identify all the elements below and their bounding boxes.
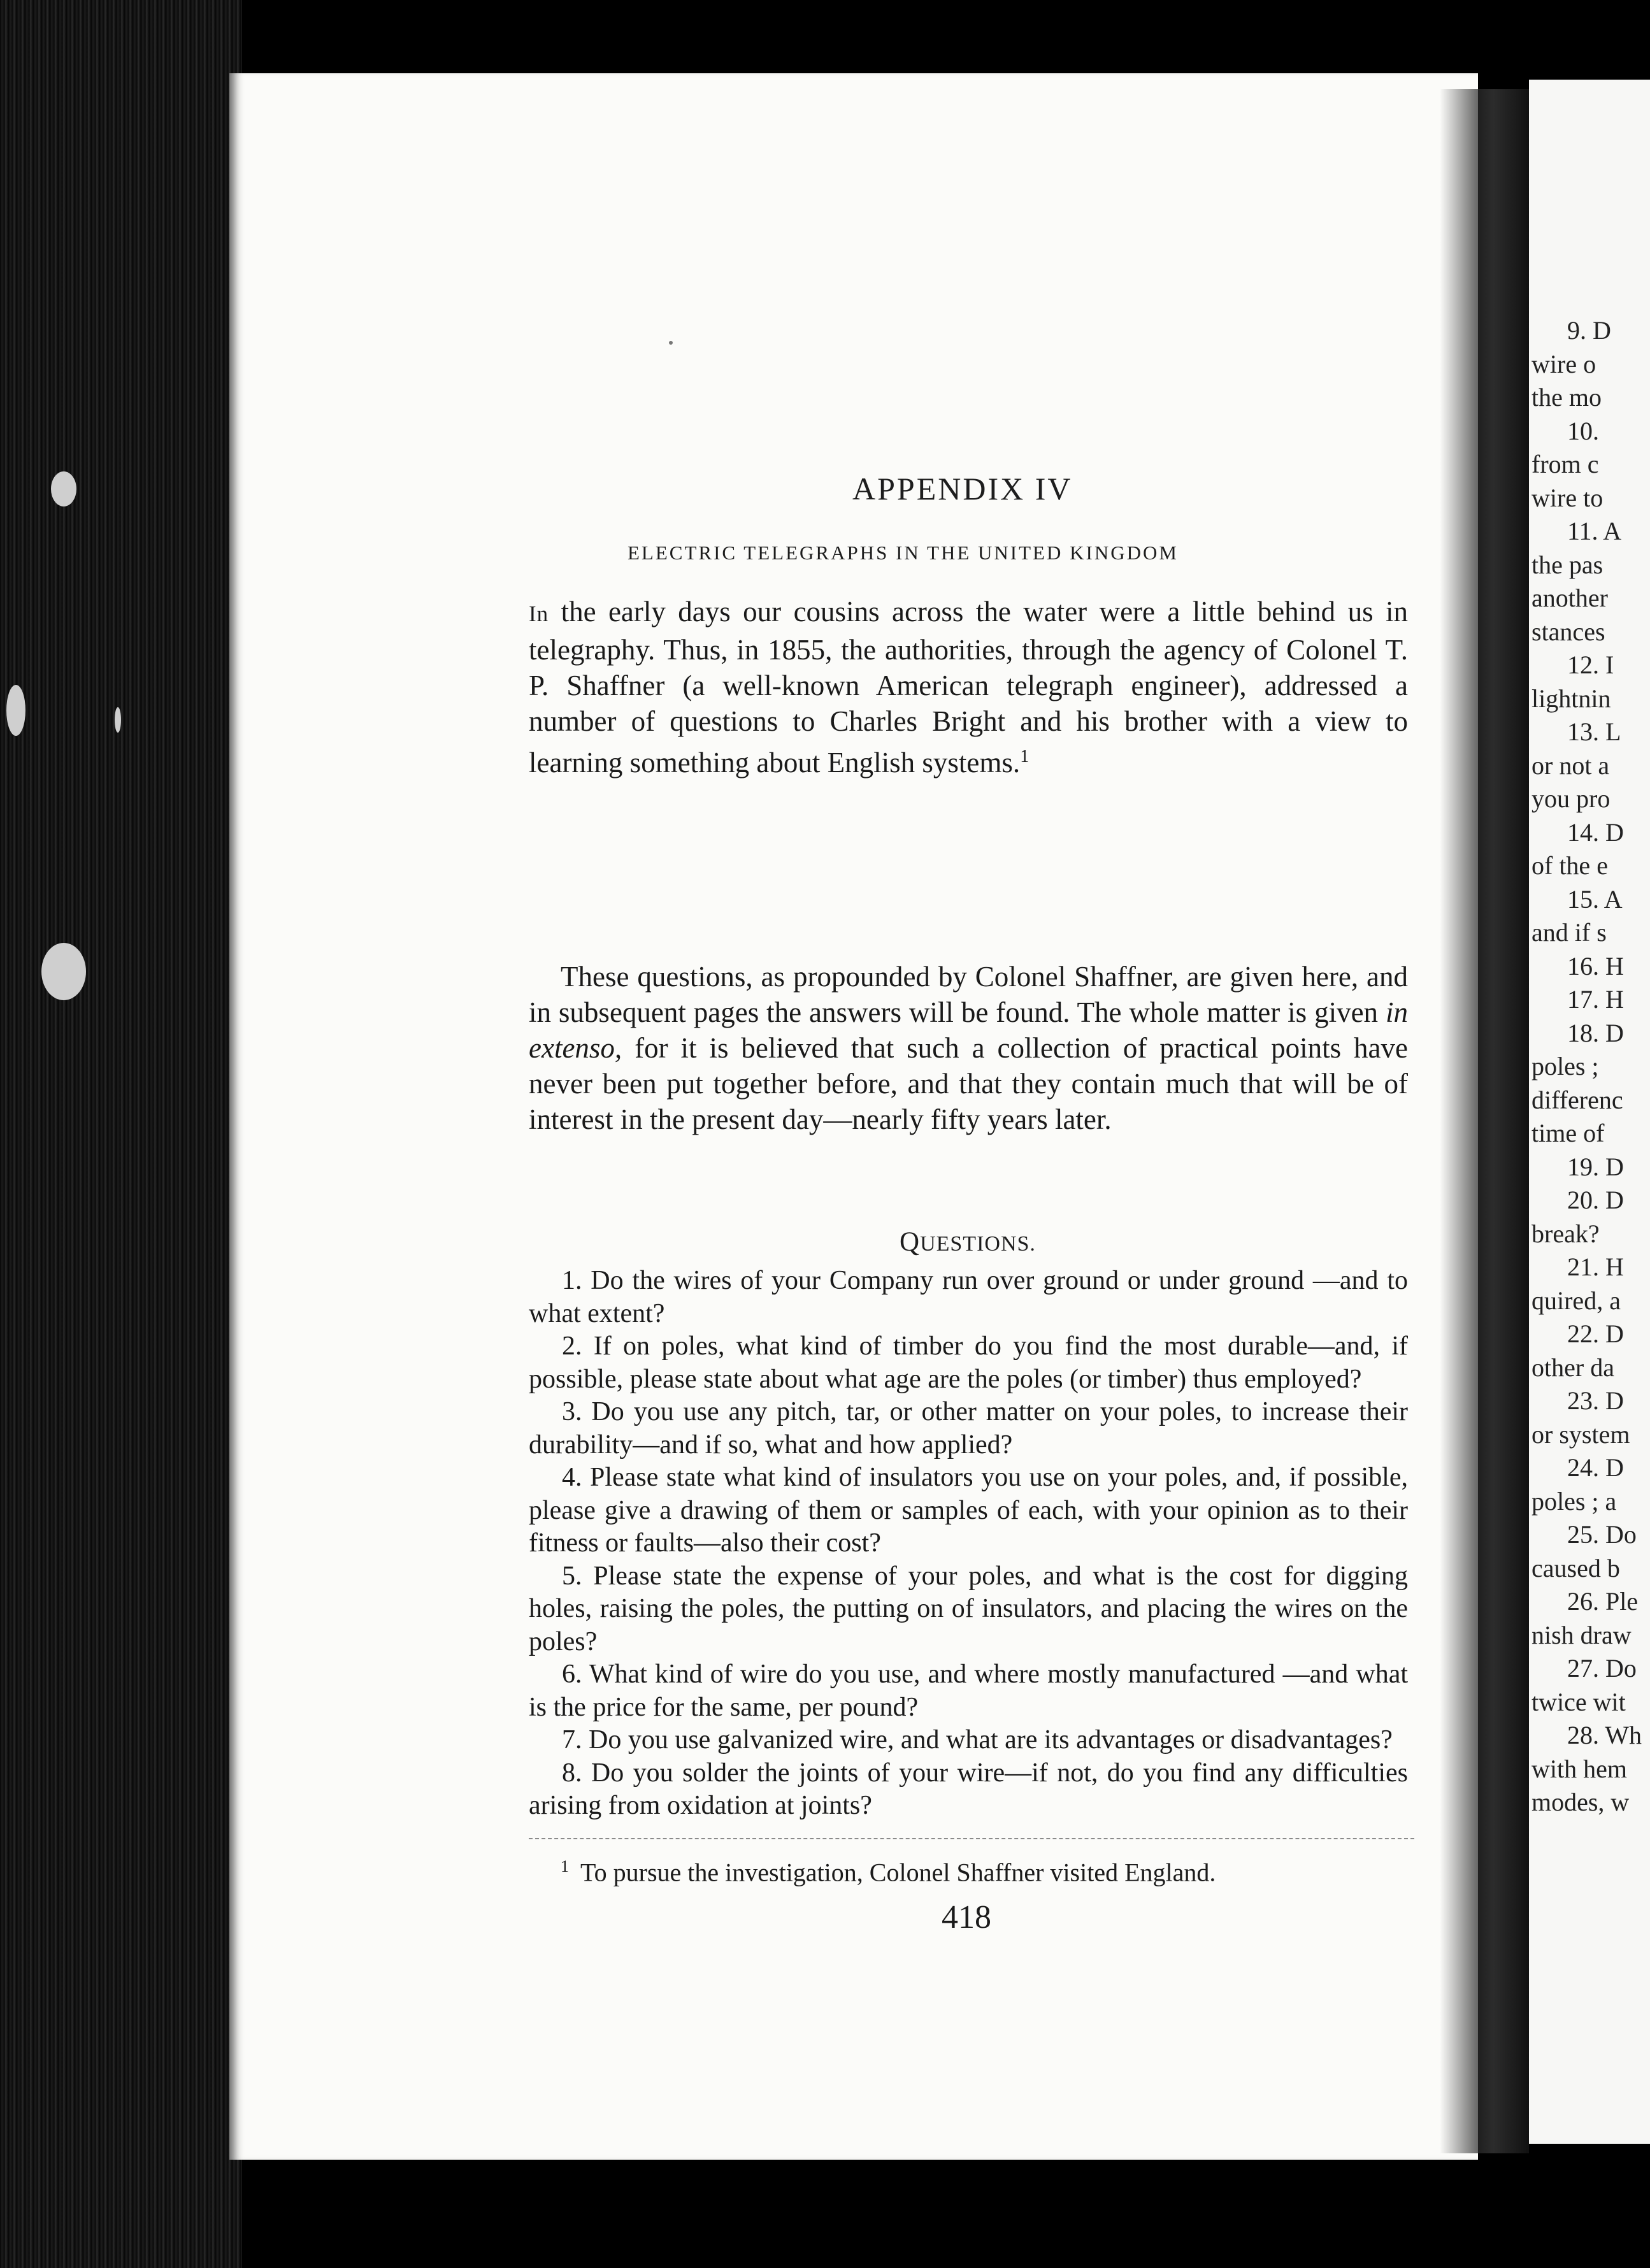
footnote-text: To pursue the investigation, Colonel Shaffner visited England. — [580, 1858, 1216, 1887]
facing-page-fragment: you pro — [1532, 784, 1611, 813]
facing-page-fragment: other da — [1532, 1353, 1614, 1382]
facing-page-fragment: 24. D — [1567, 1453, 1624, 1482]
facing-page-fragment: break? — [1532, 1219, 1600, 1248]
scan-speck — [6, 685, 25, 736]
facing-page-fragment: 14. D — [1567, 817, 1624, 847]
facing-page-fragment: from c — [1532, 450, 1599, 478]
question-item: 3. Do you use any pitch, tar, or other matter on your poles, to increase their durability—and if so, what and how applied? — [529, 1397, 1408, 1460]
facing-page-fragment: 10. — [1567, 416, 1599, 445]
facing-page-fragment: 16. H — [1567, 951, 1624, 980]
question-item: 1. Do the wires of your Company run over ground or under ground —and to what extent? — [529, 1266, 1408, 1328]
facing-page-fragment: quired, a — [1532, 1286, 1621, 1315]
facing-page-fragment: modes, w — [1532, 1788, 1630, 1816]
facing-page-fragment: lightnin — [1532, 684, 1611, 713]
facing-page-fragment: 9. D — [1567, 316, 1611, 345]
facing-page-fragment: 23. D — [1567, 1386, 1624, 1415]
facing-page-fragment: twice wit — [1532, 1687, 1626, 1716]
intro-first-word: In — [529, 601, 549, 626]
facing-page-strip — [1529, 80, 1650, 2144]
facing-page-fragment: of the e — [1532, 851, 1608, 880]
question-item: 6. What kind of wire do you use, and where mostly manufactured —and what is the price for the same, per pound? — [529, 1660, 1408, 1722]
facing-page-fragment: with hem — [1532, 1754, 1627, 1783]
facing-page-fragment: the mo — [1532, 383, 1602, 412]
intro-paragraph — [529, 594, 1408, 780]
facing-page-fragment: 12. I — [1567, 650, 1614, 679]
para2-start: These questions, as propounded by Colonel Shaffner, are given here, and in subsequent pages the answers will be found. The whole matter is given — [529, 961, 1408, 1028]
facing-page-fragment: 22. D — [1567, 1319, 1624, 1348]
facing-page-fragment: time of — [1532, 1119, 1605, 1147]
question-item: 7. Do you use galvanized wire, and what are its advantages or disadvantages? — [562, 1725, 1393, 1755]
facing-page-fragment: wire to — [1532, 483, 1603, 512]
question-item: 5. Please state the expense of your poles, and what is the cost for digging holes, raising the poles, the putting on of insulators, and placing the wires on the poles? — [529, 1561, 1408, 1656]
questions-heading-initial: Q — [900, 1227, 921, 1257]
footnote — [561, 1857, 1216, 1887]
question-item: 2. If on poles, what kind of timber do you find the most durable—and, if possible, please state about what age are the poles (or timber) thus employed? — [529, 1331, 1408, 1394]
facing-page-fragment: 25. Do — [1567, 1520, 1637, 1549]
facing-page-fragment: 17. H — [1567, 985, 1624, 1014]
facing-page-fragment: and if s — [1532, 918, 1607, 947]
facing-page-fragment: the pas — [1532, 550, 1603, 579]
footnote-rule — [529, 1838, 1414, 1839]
appendix-title: APPENDIX IV — [852, 471, 1073, 506]
book-spine-edge — [0, 0, 242, 2268]
questions-heading — [900, 1226, 1036, 1258]
facing-page-fragment: poles ; a — [1532, 1486, 1617, 1516]
footnote-marker: 1 — [561, 1857, 569, 1876]
facing-page-fragment: 18. D — [1567, 1018, 1624, 1047]
page-number: 418 — [942, 1899, 991, 1935]
intro-text: the early days our cousins across the water were a little behind us in telegraphy. Thus, in 1855, the authorities, through the agency of Colonel T. P. Shaffner (a well-known American telegraph engineer), addressed a number of questions to Charles Bright and his brother with a view to learning something about English systems. — [529, 596, 1408, 779]
para2-end: for it is believed that such a collection of practical points have never been put together before, and that they contain much that will be of interest in the present day—nearly fifty years later. — [529, 1032, 1408, 1135]
facing-page-fragment: caused b — [1532, 1553, 1620, 1583]
facing-page-fragment: 21. H — [1567, 1252, 1624, 1281]
second-paragraph — [529, 959, 1408, 1137]
scan-speck — [51, 471, 76, 506]
scan-speck — [41, 943, 86, 1000]
facing-page-fragment: 20. D — [1567, 1186, 1624, 1214]
facing-page-fragment: or not a — [1532, 750, 1610, 780]
facing-page-fragment: 13. L — [1567, 717, 1621, 746]
question-item: 4. Please state what kind of insulators you use on your poles, and, if possible, please give a drawing of them or samples of each, with your opinion as to their fitness or faults—also their cost? — [529, 1463, 1408, 1558]
facing-page-fragment: 15. A — [1567, 884, 1623, 914]
intro-footnote-marker: 1 — [1020, 747, 1029, 766]
facing-page-fragment: stances — [1532, 617, 1605, 646]
scan-dot — [669, 341, 673, 345]
scan-speck — [115, 707, 121, 733]
facing-page-fragment: 11. A — [1567, 517, 1622, 545]
facing-page-fragment: 19. D — [1567, 1152, 1624, 1181]
questions-heading-rest: UESTIONS. — [920, 1232, 1036, 1256]
section-title: ELECTRIC TELEGRAPHS IN THE UNITED KINGDOM — [628, 542, 1179, 564]
facing-page-fragment: poles ; — [1532, 1052, 1599, 1080]
para2-italic: in extenso, — [529, 996, 1408, 1064]
facing-page-fragment: differenc — [1532, 1085, 1623, 1114]
facing-page-fragment: wire o — [1532, 349, 1596, 378]
questions-list — [529, 1265, 1408, 1823]
facing-page-fragment: another — [1532, 584, 1608, 612]
facing-page-fragment: nish draw — [1532, 1620, 1632, 1649]
page-gutter-shadow — [1440, 89, 1529, 2153]
facing-page-fragment: 26. Ple — [1567, 1587, 1639, 1616]
facing-page-fragment: 27. Do — [1567, 1654, 1637, 1683]
question-item: 8. Do you solder the joints of your wire—if not, do you find any difficulties arising from oxidation at joints? — [529, 1758, 1408, 1820]
facing-page-fragment: or system — [1532, 1419, 1630, 1449]
facing-page-fragment: 28. Wh — [1567, 1721, 1642, 1749]
